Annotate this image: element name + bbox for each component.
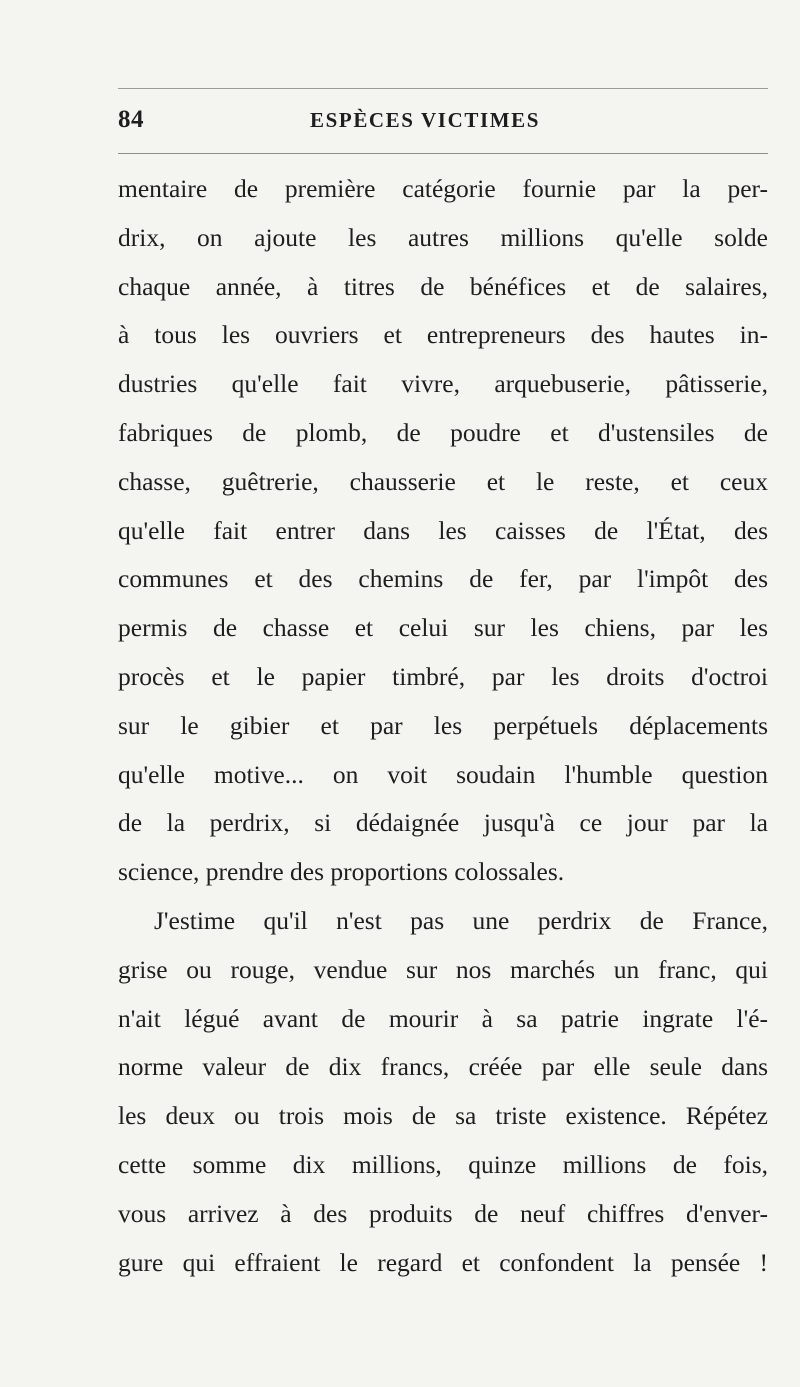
top-rule [118,88,768,89]
text-line: les deux ou trois mois de sa triste existence. Répétez [118,1101,768,1131]
text-line: norme valeur de dix francs, créée par elle seule dans [118,1052,768,1082]
text-line: chasse, guêtrerie, chausserie et le reste, et ceux [118,466,768,496]
text-line: vous arrivez à des produits de neuf chiffres d'enver- [118,1198,768,1228]
body-text [118,165,768,1287]
text-line: mentaire de première catégorie fournie par la per- [118,174,768,203]
text-line: de la perdrix, si dédaignée jusqu'à ce jour par la [118,808,768,838]
text-line: qu'elle fait entrer dans les caisses de l'État, des [118,515,768,545]
text-line: sur le gibier et par les perpétuels déplacements [118,710,768,740]
text-line: n'ait légué avant de mourir à sa patrie ingrate l'é- [118,1003,768,1033]
text-line: communes et des chemins de fer, par l'impôt des [118,564,768,594]
text-line: procès et le papier timbré, par les droits d'octroi [118,661,768,691]
text-line: dustries qu'elle fait vivre, arquebuserie, pâtisserie, [118,369,768,399]
text-line: permis de chasse et celui sur les chiens, par les [118,613,768,643]
running-title: ESPÈCES VICTIMES [310,108,541,132]
text-line: drix, on ajoute les autres millions qu'elle solde [118,222,768,252]
text-line: gure qui effraient le regard et confondent la pensée ! [118,1247,768,1277]
paragraph-start-line: J'estime qu'il n'est pas une perdrix de France, [154,905,768,935]
page-number: 84 [118,106,144,133]
text-line: fabriques de plomb, de poudre et d'ustensiles de [118,417,768,447]
page-header [118,102,768,138]
text-line: grise ou rouge, vendue sur nos marchés un franc, qui [118,954,768,984]
text-line: qu'elle motive... on voit soudain l'humble question [118,759,768,789]
text-line: chaque année, à titres de bénéfices et de salaires, [118,271,768,301]
header-rule [118,153,768,154]
paragraph-end-line: science, prendre des proportions colossales. [118,857,565,887]
text-line: à tous les ouvriers et entrepreneurs des hautes in- [118,320,768,350]
text-line: cette somme dix millions, quinze millions de fois, [118,1149,768,1179]
